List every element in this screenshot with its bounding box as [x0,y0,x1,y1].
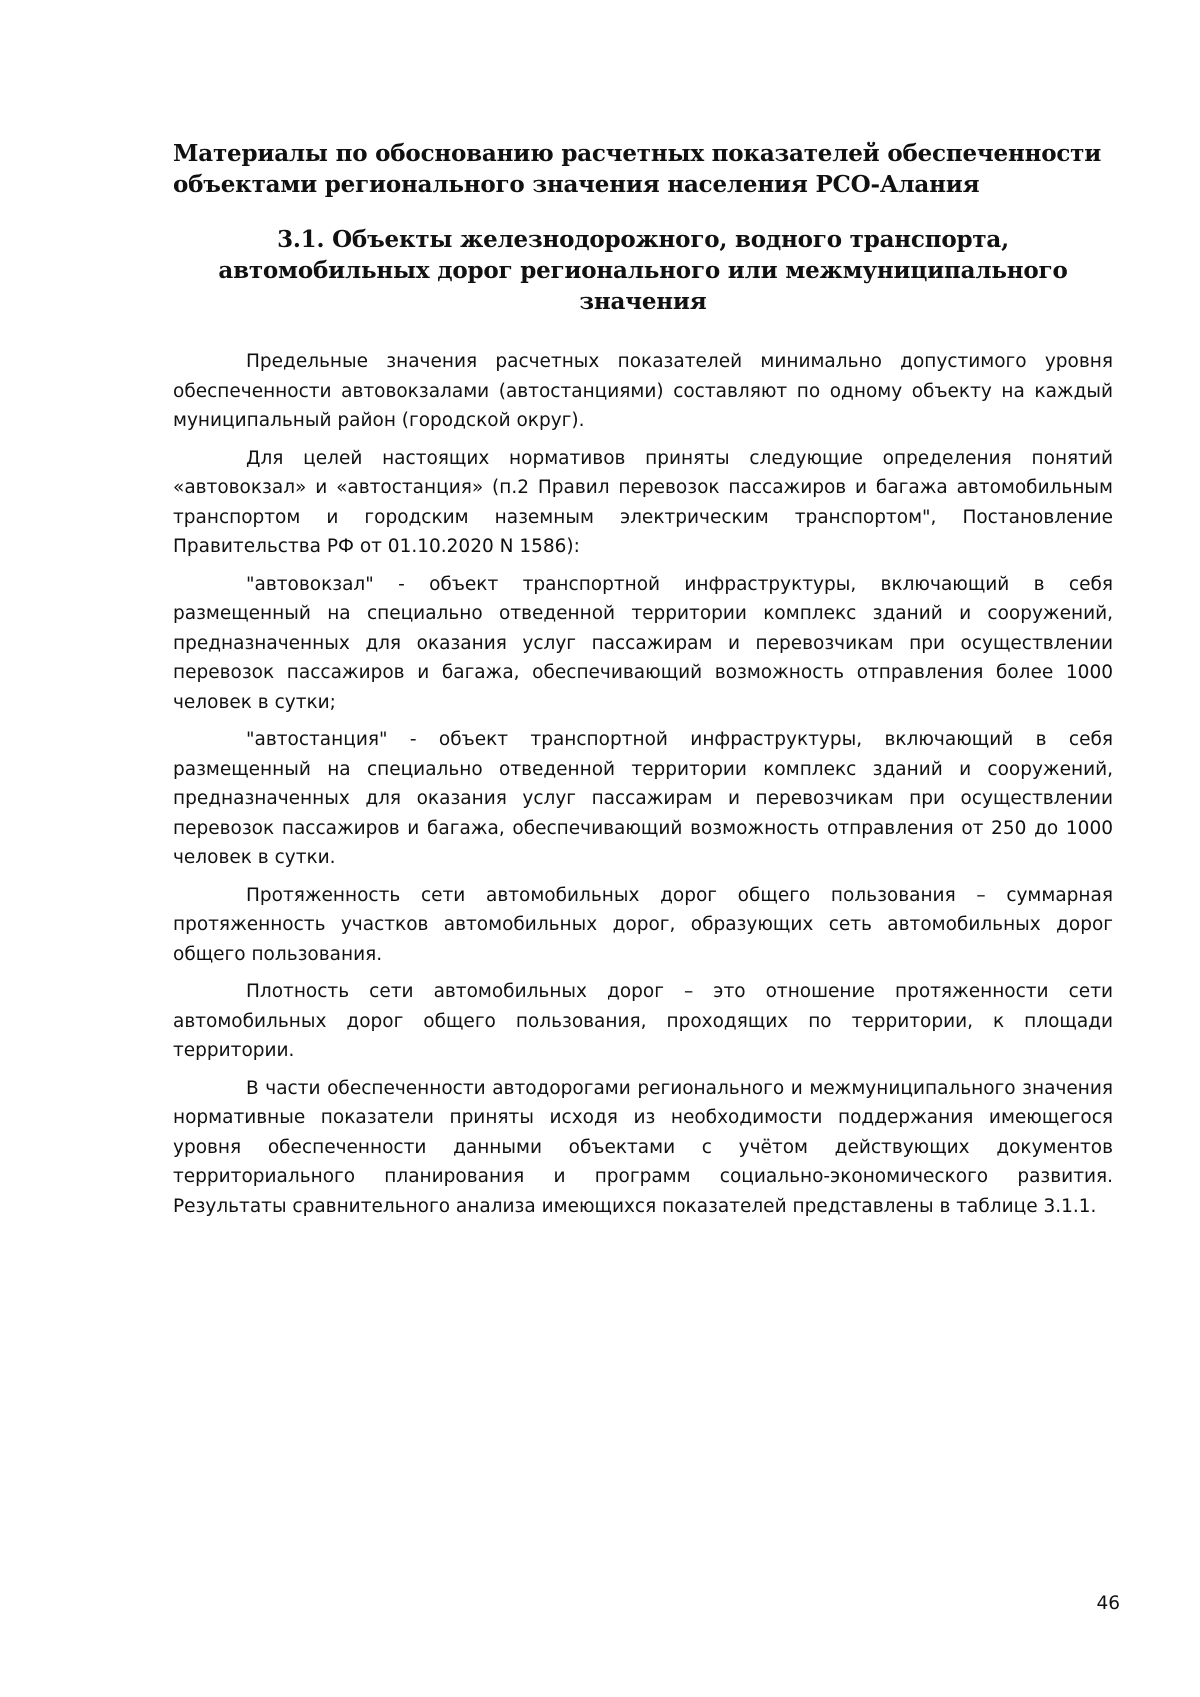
page-number: 46 [1096,1593,1120,1614]
page-content [173,138,1113,1229]
document-title: Материалы по обоснованию расчетных показателей обеспеченности объектами регионального значения населения РСО-Алания [173,140,1102,198]
paragraph-regional-roads-norms: В части обеспеченности автодорогами регионального и межмуниципального значения нормативные показатели приняты исходя из необходимости поддержания имеющегося уровня обеспеченности данными объектами с учётом действующих документов территориального планирования и программ социально-экономического развития. Результаты сравнительного анализа имеющихся показателей представлены в таблице 3.1.1. [173,1077,1113,1217]
paragraph-road-network-length: Протяженность сети автомобильных дорог общего пользования – суммарная протяженность участков автомобильных дорог, образующих сеть автомобильных дорог общего пользования. [173,884,1113,965]
paragraph-avtostantsiya-definition: "автостанция" - объект транспортной инфраструктуры, включающий в себя размещенный на специально отведенной территории комплекс зданий и сооружений, предназначенных для оказания услуг пассажирам и перевозчикам при осуществлении перевозок пассажиров и багажа, обеспечивающий возможность отправления от 250 до 1000 человек в сутки. [173,729,1113,868]
section-heading: 3.1. Объекты железнодорожного, водного транспорта, автомобильных дорог регионального или межмуниципального значения [218,226,1068,315]
paragraph-definitions-intro: Для целей настоящих нормативов приняты следующие определения понятий «автовокзал» и «автостанция» (п.2 Правил перевозок пассажиров и багажа автомобильным транспортом и городским наземным электрическим транспортом", Постановление Правительства РФ от 01.10.2020 N 1586): [173,447,1113,557]
paragraph-road-network-density: Плотность сети автомобильных дорог – это отношение протяженности сети автомобильных дорог общего пользования, проходящих по территории, к площади территории. [173,981,1113,1061]
body-text [173,347,1113,1221]
paragraph-bus-station-norms: Предельные значения расчетных показателей минимально допустимого уровня обеспеченности автовокзалами (автостанциями) составляют по одному объекту на каждый муниципальный район (городской округ). [173,351,1113,431]
paragraph-avtovokzal-definition: "автовокзал" - объект транспортной инфраструктуры, включающий в себя размещенный на специально отведенной территории комплекс зданий и сооружений, предназначенных для оказания услуг пассажирам и перевозчикам при осуществлении перевозок пассажиров и багажа, обеспечивающий возможность отправления более 1000 человек в сутки; [173,573,1113,713]
